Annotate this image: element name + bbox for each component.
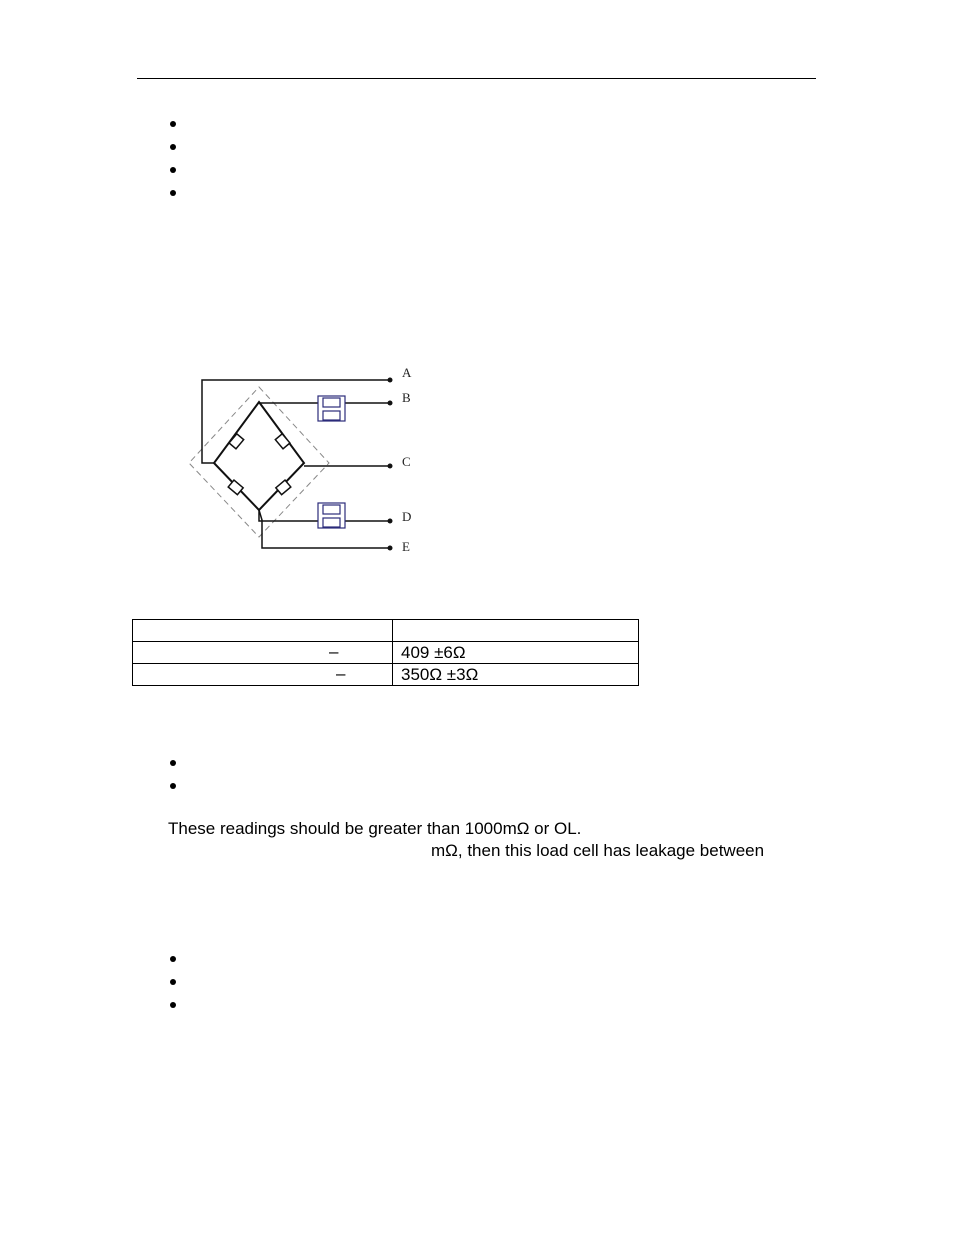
label-c: C <box>402 454 411 469</box>
table-cell <box>133 620 393 642</box>
dash-text: – <box>336 664 346 683</box>
terminal-c <box>388 464 393 469</box>
label-b: B <box>402 390 411 405</box>
bullet-dot <box>170 1002 176 1008</box>
table-cell-value: 409 ±6Ω <box>393 642 639 664</box>
label-d: D <box>402 509 412 524</box>
wheatstone-bridge-diagram <box>180 360 440 560</box>
bullet-dot <box>170 979 176 985</box>
bullet-dot <box>170 167 176 173</box>
table-cell <box>133 642 393 664</box>
bridge-resistor <box>229 434 244 449</box>
wire-e <box>259 510 390 548</box>
wire-b <box>259 402 318 403</box>
resistance-table <box>132 619 639 686</box>
label-e: E <box>402 539 410 554</box>
table-row <box>133 664 639 686</box>
label-a: A <box>402 365 412 380</box>
terminal-e <box>388 546 393 551</box>
bridge-resistor <box>275 434 290 449</box>
table-cell <box>133 664 393 686</box>
header-rule <box>137 78 816 79</box>
table-row <box>133 620 639 642</box>
table-row <box>133 642 639 664</box>
terminal-d <box>388 519 393 524</box>
dash-text: – <box>329 642 339 661</box>
bullet-dot <box>170 783 176 789</box>
bullet-dot <box>170 144 176 150</box>
bullet-dot <box>170 121 176 127</box>
wire-d <box>259 510 318 521</box>
leakage-note: mΩ, then this load cell has leakage between <box>431 841 765 860</box>
bullet-dot <box>170 956 176 962</box>
bridge-diamond <box>214 402 304 510</box>
table-cell-value: 350Ω ±3Ω <box>393 664 639 686</box>
bridge-resistor <box>276 480 291 495</box>
terminal-b <box>388 401 393 406</box>
readings-note: These readings should be greater than 1000mΩ or OL. <box>168 819 582 838</box>
bullet-dot <box>170 760 176 766</box>
table-cell <box>393 620 639 642</box>
terminal-a <box>388 378 393 383</box>
bullet-dot <box>170 190 176 196</box>
